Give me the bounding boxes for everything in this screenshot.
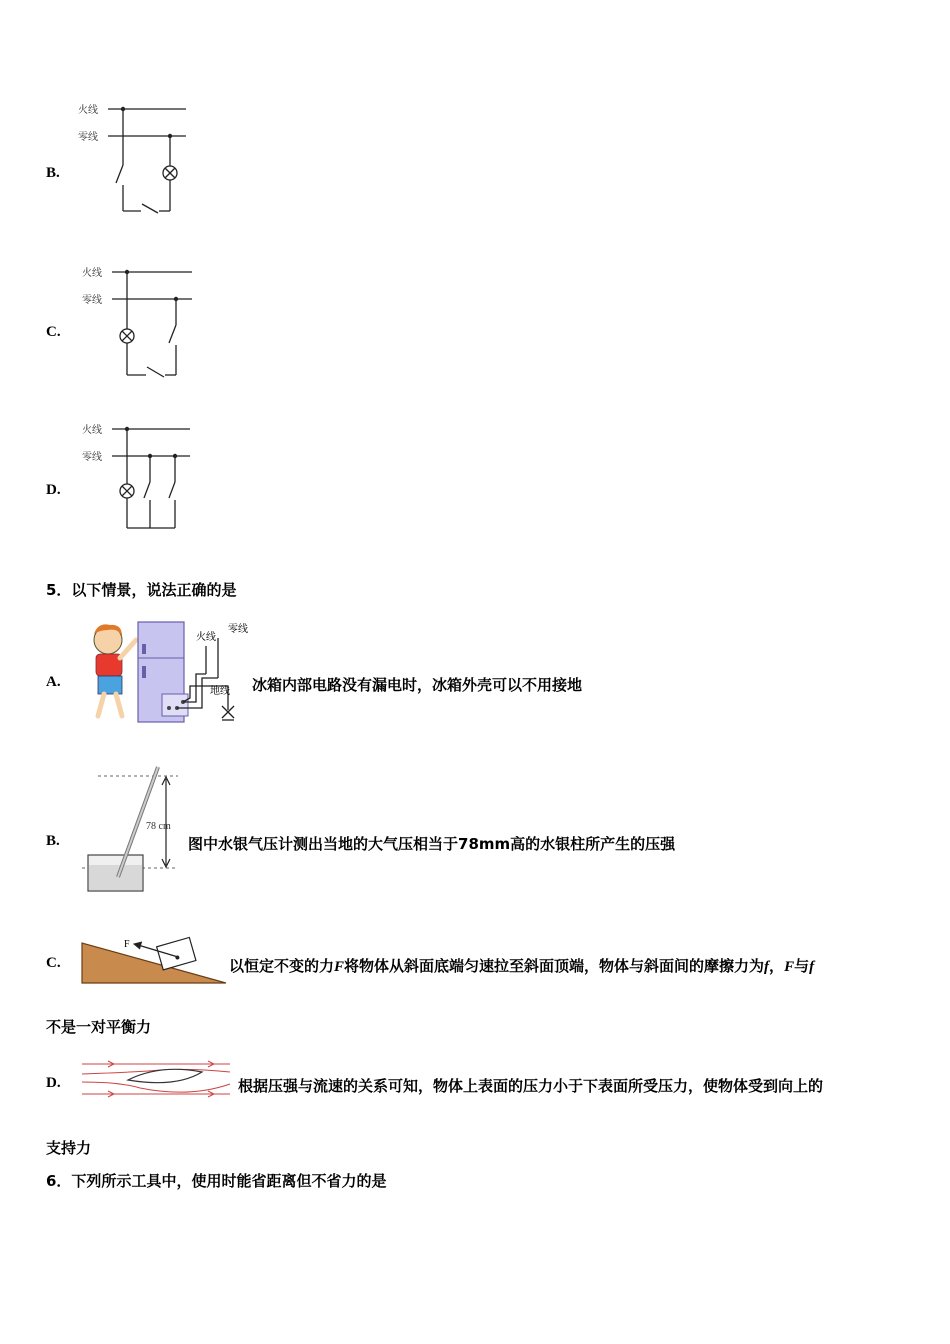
q5-option-b-text: 图中水银气压计测出当地的大气压相当于78mm高的水银柱所产生的压强: [188, 835, 676, 853]
q4-circuit-c: [82, 263, 202, 383]
q5-option-c-label: C.: [46, 955, 61, 971]
fig-ground-label: 地线: [210, 686, 230, 697]
neutral-wire-label: 零线: [78, 132, 98, 143]
q4-option-d-label: D.: [46, 482, 61, 498]
fridge-figure: [78, 618, 248, 728]
q4-circuit-d: [82, 420, 202, 540]
incline-figure: [80, 935, 230, 987]
live-wire-label: 火线: [78, 105, 98, 116]
q5-option-d-text: 根据压强与流速的关系可知，物体上表面的压力小于下表面所受压力，使物体受到向上的: [238, 1077, 824, 1095]
live-wire-label: 火线: [82, 425, 102, 436]
neutral-wire-label: 零线: [82, 452, 102, 463]
fig-neutral-label: 零线: [228, 624, 248, 635]
q4-circuit-b: [78, 100, 198, 220]
barometer-figure: [78, 765, 188, 895]
q6-question-text: 6．下列所示工具中，使用时能省距离但不省力的是: [46, 1172, 387, 1190]
q5-question-text: 5．以下情景，说法正确的是: [46, 581, 237, 599]
q5-option-b-label: B.: [46, 833, 60, 849]
q5-option-a-text: 冰箱内部电路没有漏电时，冰箱外壳可以不用接地: [252, 676, 583, 694]
q5-option-c-text: 以恒定不变的力F将物体从斜面底端匀速拉至斜面顶端，物体与斜面间的摩擦力为f，F与f: [229, 957, 815, 975]
q4-option-b-label: B.: [46, 165, 60, 181]
fig-height-label: 78 cm: [146, 821, 171, 832]
fig-live-label: 火线: [196, 632, 216, 643]
q5-option-d-label: D.: [46, 1075, 61, 1091]
q5-option-d-text-continued: 支持力: [46, 1139, 92, 1157]
fig-force-label: F: [124, 939, 130, 950]
q4-option-c-label: C.: [46, 324, 61, 340]
airflow-figure: [80, 1058, 235, 1102]
neutral-wire-label: 零线: [82, 295, 102, 306]
q5-option-c-text-continued: 不是一对平衡力: [46, 1018, 152, 1036]
q5-option-a-label: A.: [46, 674, 61, 690]
live-wire-label: 火线: [82, 268, 102, 279]
